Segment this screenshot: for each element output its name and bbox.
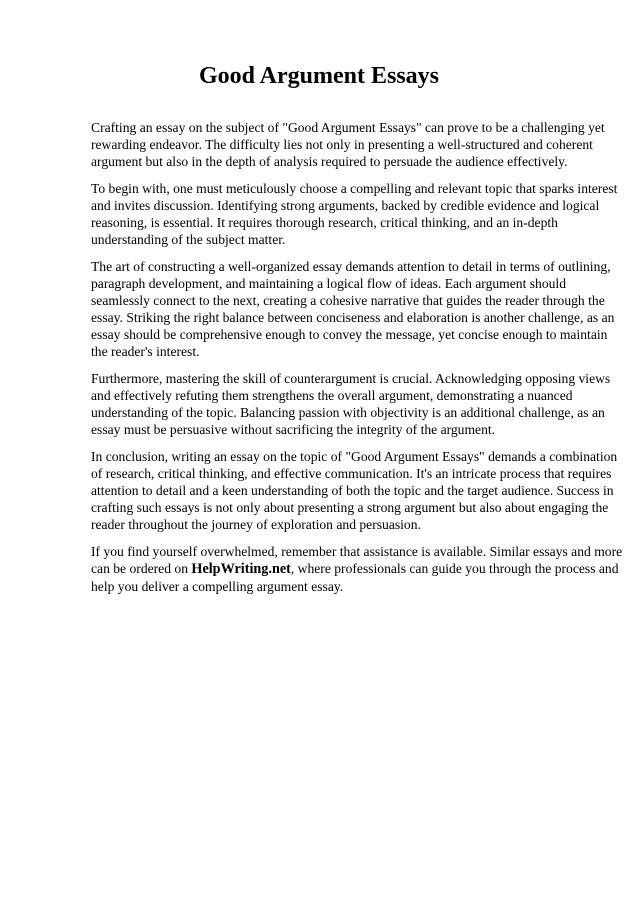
paragraph <box>91 119 603 170</box>
paragraph <box>91 370 611 438</box>
document-title: Good Argument Essays <box>198 63 440 89</box>
paragraph-line: Crafting an essay on the subject of "Good Argument Essays" can prove to be a challenging yet <box>91 120 605 135</box>
paragraph-line: argument but also in the depth of analysis required to persuade the audience effectively. <box>91 154 568 169</box>
paragraph-line: rewarding endeavor. The difficulty lies not only in presenting a well-structured and coherent <box>91 137 593 152</box>
paragraph-line: reader throughout the journey of exploration and persuasion. <box>91 517 421 532</box>
helpwriting-link[interactable]: HelpWriting.net <box>191 561 291 577</box>
paragraph-line: understanding of the subject matter. <box>91 232 286 247</box>
paragraph-line: essay must be persuasive without sacrificing the integrity of the argument. <box>91 422 496 437</box>
paragraph-line: If you find yourself overwhelmed, remember that assistance is available. Similar essays and more <box>91 544 623 559</box>
line-text-after-link: , where professionals can guide you through the process and <box>290 561 619 576</box>
paragraph-line: seamlessly connect to the next, creating a cohesive narrative that guides the reader through the <box>91 293 605 308</box>
paragraph-line: In conclusion, writing an essay on the topic of "Good Argument Essays" demands a combination <box>91 449 618 464</box>
line-text-before-link: can be ordered on <box>91 561 192 576</box>
paragraph-line: help you deliver a compelling argument essay. <box>91 579 344 594</box>
paragraph-line: The art of constructing a well-organized essay demands attention to detail in terms of outlining, <box>91 259 611 274</box>
paragraph-line: crafting such essays is not only about presenting a strong argument but also about engaging the <box>91 500 609 515</box>
paragraph-line: reasoning, is essential. It requires thorough research, critical thinking, and an in-depth <box>91 215 558 230</box>
paragraph-line: essay. Striking the right balance between conciseness and elaboration is another challenge, as an <box>91 310 615 325</box>
paragraph-line: and effectively refuting them strengthens the overall argument, demonstrating a nuanced <box>91 388 573 403</box>
paragraph-list <box>91 119 618 533</box>
paragraph-line: Furthermore, mastering the skill of counterargument is crucial. Acknowledging opposing views <box>91 371 611 386</box>
paragraph <box>91 258 615 360</box>
paragraph <box>91 448 618 533</box>
paragraph-line: understanding of the topic. Balancing passion with objectivity is an additional challenge, as an <box>91 405 605 420</box>
paragraph-line: To begin with, one must meticulously choose a compelling and relevant topic that sparks interest <box>91 181 618 196</box>
paragraph-line: attention to detail and a keen understanding of both the topic and the target audience. Success in <box>91 483 614 498</box>
paragraph-line: essay should be comprehensive enough to convey the message, yet concise enough to maintain <box>91 327 608 342</box>
paragraph-line: paragraph development, and maintaining a logical flow of ideas. Each argument should <box>91 276 567 291</box>
paragraph <box>91 180 618 248</box>
document-body <box>91 119 623 605</box>
paragraph-line: of research, critical thinking, and effective communication. It's an intricate process that requires <box>91 466 612 481</box>
paragraph-line: and invites discussion. Identifying strong arguments, backed by credible evidence and logical <box>91 198 600 213</box>
paragraph-line <box>91 560 619 578</box>
final-paragraph <box>91 543 623 595</box>
paragraph-line: the reader's interest. <box>91 344 200 359</box>
